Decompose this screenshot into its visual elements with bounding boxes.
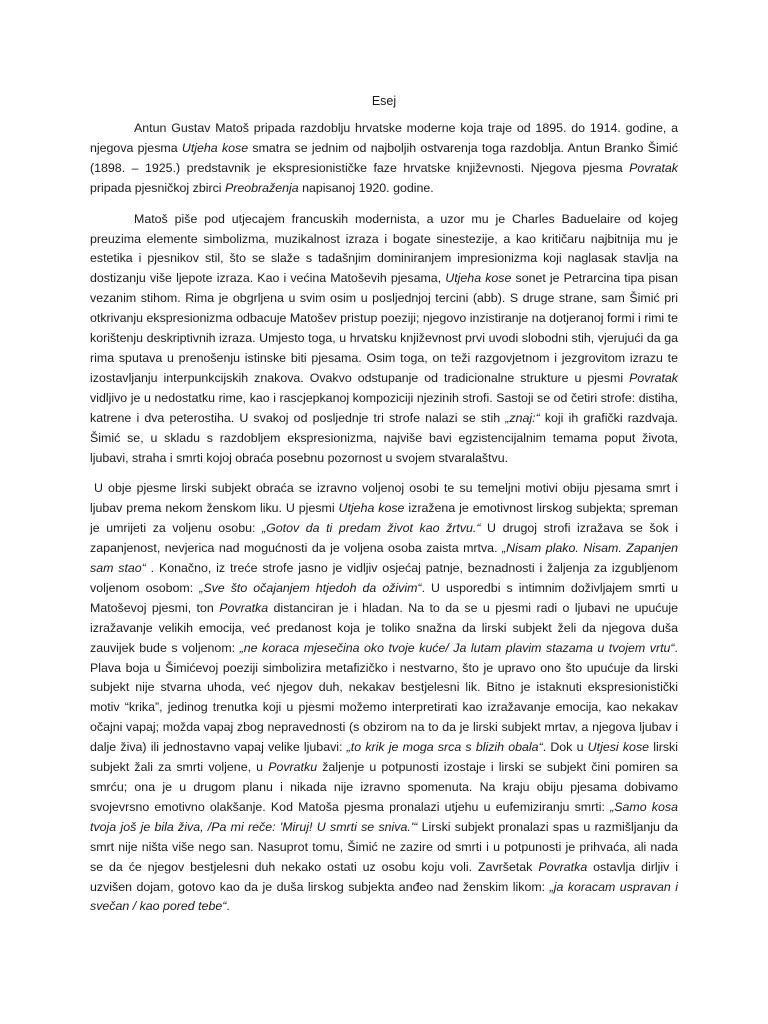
italic-quote-text: Utjesi kose	[587, 740, 650, 755]
paragraph-text: lirski subjekt žali za smrti voljene, u	[90, 740, 679, 775]
paragraph-text: . U usporedbi s intimnim doživljajem smrti u Matoševoj pjesmi, ton	[90, 580, 678, 615]
italic-quote-text: Utjeha kose	[338, 501, 405, 516]
paragraph-text: Lirski subjekt pronalazi spas u razmišljanju da smrt nije ništa više nego san. Nasuprot tomu, Šimić ne zazire od smrti i u potpunosti je prihvaća, ali nada se da će njegov bestjelesni duh nekako ostati uz osobu koju voli. Završetak	[90, 819, 678, 874]
italic-quote-text: „Sve što očajanjem htjedoh da oživim“	[199, 580, 422, 595]
paragraph-text: smatra se jednim od najboljih ostvarenja toga razdoblja. Antun Branko Šimić (1898. – 1925.) predstavnik je ekspresionističke faze hrvatske književnosti. Njegova pjesma	[90, 140, 678, 175]
italic-quote-text: „znaj:“	[505, 410, 540, 425]
paragraph-text: .	[226, 899, 230, 914]
italic-quote-text: Povratak	[629, 370, 678, 385]
paragraph-text: sonet je Petrarcina tipa pisan vezanim stihom. Rima je obgrljena u svim osim u posljednjoj tercini (abb). S druge strane, sam Šimić pri otkrivanju ekspresionizma odbacuje Matošev pristup poeziji; njegovo inzistiranje na dotjeranoj formi i rimi te korištenju deskriptivnih izraza. Umjesto toga, u hrvatsku književnost prvi uvodi slobodni stih, vjerujući da ga rima sputava u prenošenju istinske biti pjesama. Osim toga, on teži razgovjetnom i jezgrovitom izrazu te izostavljanju interpunkcijskih znakova. Ovakvo odstupanje od tradicionalne strukture u pjesmi	[90, 271, 678, 385]
paragraph	[90, 479, 678, 917]
italic-quote-text: Povratka	[219, 600, 269, 615]
paragraph-text: izražena je emotivnost lirskog subjekta; spreman je umrijeti za voljenu osobu:	[90, 501, 678, 536]
paragraph-text: ostavlja dirljiv i uzvišen dojam, gotovo kao da je duša lirskog subjekta anđeo nad ženskim likom:	[90, 859, 678, 894]
italic-quote-text: „ne koraca mjesečina oko tvoje kuće/ Ja lutam plavim stazama u tvojem vrtu“	[239, 640, 675, 655]
paragraph-text: U obje pjesme lirski subjekt obraća se izravno voljenoj osobi te su temeljni motivi obiju pjesama smrt i ljubav prema nekom ženskom liku. U pjesmi	[90, 481, 678, 516]
paragraph-text: pripada pjesničkoj zbirci	[90, 180, 225, 195]
italic-quote-text: „to krik je moga srca s blizih obala“	[346, 740, 543, 755]
paragraph-text: Matoš piše pod utjecajem francuskih modernista, a uzor mu je Charles Baduelaire od kojeg preuzima elemente simbolizma, muzikalnost izraza i bogate sinestezije, a kao kritičaru najbitnija mu je estetika i pjesnikov stil, što se slaže s tadašnjim dominiranjem impresionizma koji naglasak stavlja na dostizanju više ljepote izraza. Kao i većina Matoševih pjesama,	[90, 211, 678, 286]
italic-quote-text: Povratka	[538, 859, 588, 874]
italic-quote-text: Utjeha kose	[445, 271, 512, 286]
italic-quote-text: „Gotov da ti predam život kao žrtvu.“	[262, 521, 481, 536]
paragraph	[90, 119, 678, 199]
paragraph-text: žaljenje u potpunosti izostaje i lirski se subjekt čini pomiren sa smrću; ona je u drugom planu i nikada nije izravno spomenuta. Na kraju obiju pjesama dobivamo svojevrsno emotivno olakšanje. Kod Matoša pjesma pronalazi utjehu u eufemiziranju smrti:	[90, 760, 678, 814]
italic-quote-text: „Nisam plako. Nisam. Zapanjen sam stao“	[90, 541, 678, 576]
italic-quote-text: „Samo kosa tvoja još je bila živa, /Pa mi reče: 'Miruj! U smrti se sniva.'“	[90, 799, 678, 834]
paragraph-text: U drugoj strofi izražava se šok i zapanjenost, nevjerica nad mogućnosti da je voljena osoba zaista mrtva.	[90, 521, 678, 556]
paragraph	[90, 210, 678, 469]
paragraph-text: koji ih grafički razdvaja. Šimić se, u skladu s razdobljem ekspresionizma, najviše bavi egzistencijalnim temama poput života, ljubavi, straha i smrti kojoj obraća posebnu pozornost u svojem stvaralaštvu.	[90, 410, 679, 465]
italic-quote-text: Povratku	[268, 760, 318, 775]
paragraph-text: . Konačno, iz treće strofe jasno je vidljiv osjećaj patnje, beznadnosti i žaljenja za izgubljenom voljenom osobom:	[90, 561, 678, 595]
paragraph-text: . Dok u	[542, 740, 588, 755]
paragraph-text: . Plava boja u Šimićevoj poeziji simbolizira metafizičko i nestvarno, što je upravo ono što upućuje da lirski subjekt nije stvarna uhoda, već njegov duh, nekakav bestjelesni lik. Bitno je istaknuti ekspresionistički motiv “krika”, jedinog trenutka koji u pjesmi možemo interpretirati kao izražavanje emocija, kao nekakav očajni vapaj; možda vapaj zbog nepravednosti (s obzirom na to da je lirski subjekt mrtav, a njegova ljubav i dalje živa) ili jednostavno vapaj velike ljubavi:	[90, 640, 678, 755]
document-title: Esej	[371, 94, 397, 108]
italic-quote-text: Utjeha kose	[181, 140, 249, 155]
paragraph-text: Antun Gustav Matoš pripada razdoblju hrvatske moderne koja traje od 1895. do 1914. godine, a njegova pjesma	[90, 121, 678, 155]
paragraph-text: distanciran je i hladan. Na to da se u pjesmi radi o ljubavi ne upućuje izražavanje velikih emocija, već predanost koja je toliko snažna da lirski subjekt želi da njegova duša zauvijek bude s voljenom:	[90, 600, 678, 655]
italic-quote-text: Preobraženja	[224, 180, 299, 195]
italic-quote-text: „ja koracam uspravan i svečan / kao pored tebe“	[90, 879, 678, 914]
paragraph-text: vidljivo je u nedostatku rime, kao i rascjepkanoj kompoziciji njezinih strofi. Sastoji se od četiri strofe: distiha, katrene i dva peterostiha. U svakoj od posljednje tri strofe nalazi se stih	[90, 390, 678, 425]
paragraph-text: napisanoj 1920. godine.	[298, 180, 434, 195]
document-body	[90, 119, 678, 917]
italic-quote-text: Povratak	[629, 160, 678, 175]
